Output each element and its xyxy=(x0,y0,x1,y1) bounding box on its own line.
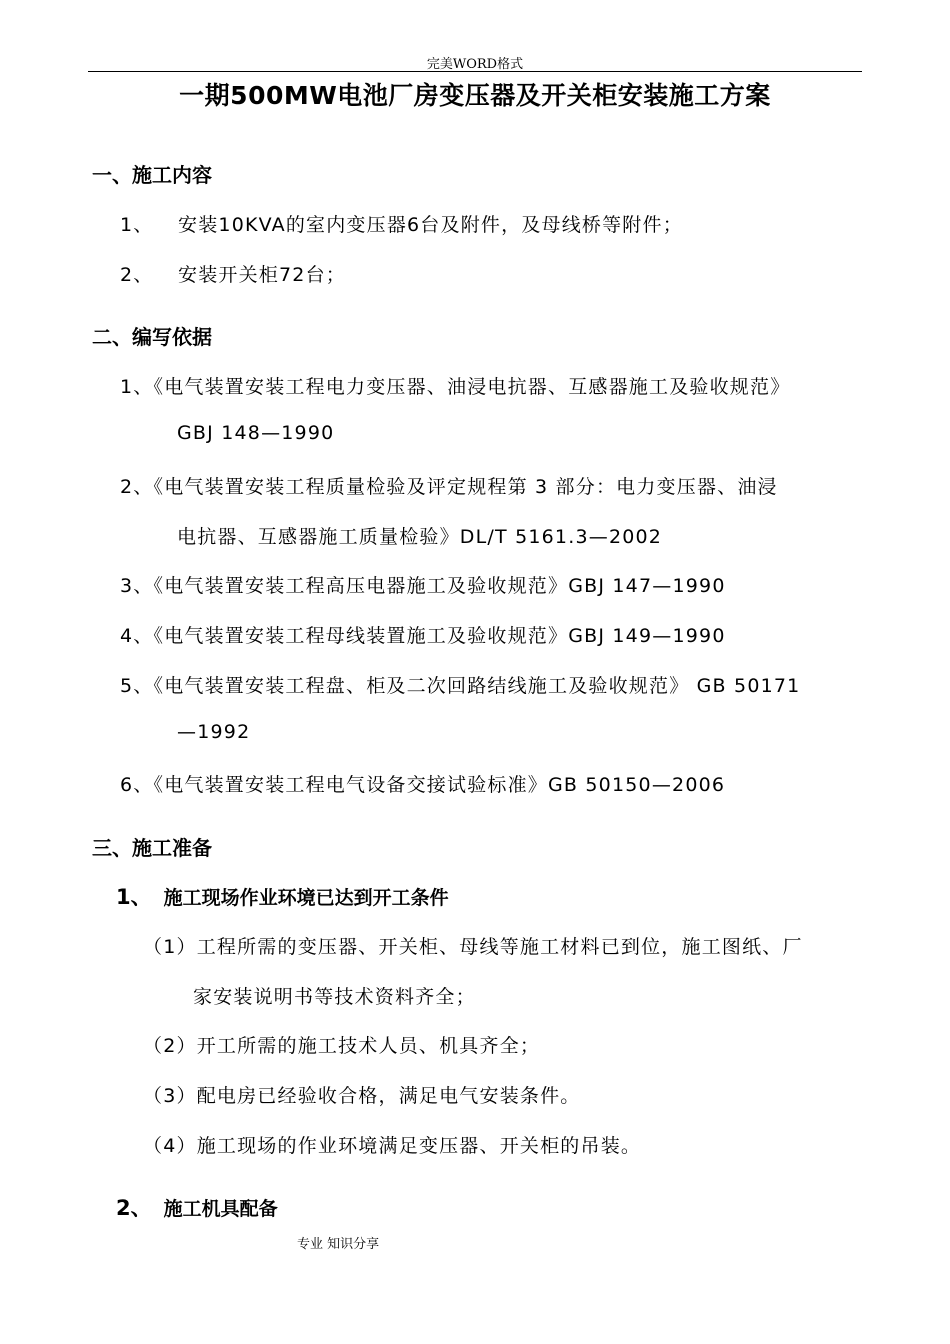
list-item-text: 安装10KVA的室内变压器6台及附件，及母线桥等附件； xyxy=(178,214,683,236)
subsection-number: 1、 xyxy=(116,885,152,909)
list-item-text: 安装开关柜72台； xyxy=(178,264,346,286)
list-item-number: 1、 xyxy=(120,214,154,236)
reference-item-6: 6、《电气装置安装工程电气设备交接试验标准》GB 50150—2006 xyxy=(120,774,726,796)
list-item xyxy=(120,210,683,237)
condition-item-4: （4）施工现场的作业环境满足变压器、开关柜的吊装。 xyxy=(143,1135,642,1157)
section-heading-basis: 二、编写依据 xyxy=(92,325,212,349)
reference-item-2-cont: 电抗器、互感器施工质量检验》DL/T 5161.3—2002 xyxy=(177,526,663,548)
list-item xyxy=(120,260,346,287)
reference-item-5-cont: —1992 xyxy=(177,721,251,743)
subsection-number: 2、 xyxy=(116,1196,152,1220)
page-header: 完美WORD格式 xyxy=(426,57,524,72)
reference-item-4: 4、《电气装置安装工程母线装置施工及验收规范》GBJ 149—1990 xyxy=(120,625,726,647)
condition-item-1: （1）工程所需的变压器、开关柜、母线等施工材料已到位，施工图纸、厂 xyxy=(143,936,803,958)
page-footer: 专业 知识分享 xyxy=(297,1237,380,1252)
section-heading-content: 一、施工内容 xyxy=(92,163,212,187)
subsection-title: 施工现场作业环境已达到开工条件 xyxy=(163,887,449,909)
list-item-number: 2、 xyxy=(120,264,154,286)
subsection-heading-equipment xyxy=(116,1192,278,1222)
reference-item-1: 1、《电气装置安装工程电力变压器、油浸电抗器、互感器施工及验收规范》 xyxy=(120,376,791,398)
document-title: 一期500MW电池厂房变压器及开关柜安装施工方案 xyxy=(179,81,771,110)
reference-item-5: 5、《电气装置安装工程盘、柜及二次回路结线施工及验收规范》 GB 50171 xyxy=(120,675,801,697)
reference-item-1-cont: GBJ 148—1990 xyxy=(177,422,335,444)
condition-item-1-cont: 家安装说明书等技术资料齐全； xyxy=(193,986,476,1008)
reference-item-2: 2、《电气装置安装工程质量检验及评定规程第 3 部分：电力变压器、油浸 xyxy=(120,476,778,498)
header-divider xyxy=(88,71,862,72)
reference-item-3: 3、《电气装置安装工程高压电器施工及验收规范》GBJ 147—1990 xyxy=(120,575,726,597)
section-heading-preparation: 三、施工准备 xyxy=(92,836,212,860)
subsection-title: 施工机具配备 xyxy=(163,1198,278,1220)
subsection-heading-site xyxy=(116,881,449,911)
condition-item-3: （3）配电房已经验收合格，满足电气安装条件。 xyxy=(143,1085,581,1107)
condition-item-2: （2）开工所需的施工技术人员、机具齐全； xyxy=(143,1035,541,1057)
